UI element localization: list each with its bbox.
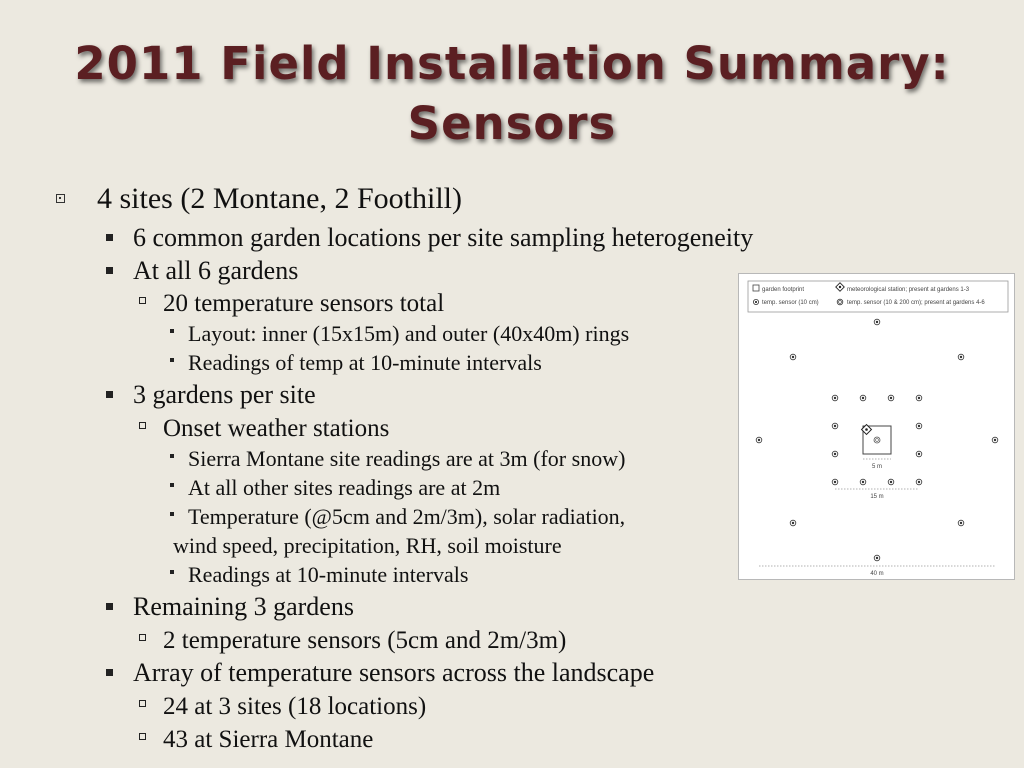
bullet-text: 2 temperature sensors (5cm and 2m/3m) xyxy=(163,627,567,654)
temp-sensor-icon xyxy=(888,395,894,401)
bullet-marker-icon xyxy=(170,483,174,487)
legend-met-station: meteorological station; present at gardens 1-3 xyxy=(847,287,970,293)
bullet-text: Array of temperature sensors across the landscape xyxy=(133,658,655,687)
temp-sensor-icon xyxy=(756,437,762,443)
bullet-marker-icon xyxy=(106,267,113,274)
bullet-text: 24 at 3 sites (18 locations) xyxy=(163,693,427,720)
dimension-mid-label: 15 m xyxy=(870,494,884,500)
bullet-marker-icon xyxy=(170,329,174,333)
temp-sensor-icon xyxy=(888,479,894,485)
temp-sensor-icon xyxy=(874,319,880,325)
temp-sensor-icon xyxy=(958,520,964,526)
bullet-marker-icon xyxy=(170,570,174,574)
legend-box xyxy=(748,281,1008,312)
bullet-marker-icon xyxy=(106,391,113,398)
dimension-outer xyxy=(759,566,996,577)
bullet-text: 6 common garden locations per site sampling heterogeneity xyxy=(133,223,754,252)
temp-sensor-icon xyxy=(860,479,866,485)
bullet-marker-icon xyxy=(106,234,113,241)
bullet-marker-icon xyxy=(139,700,146,707)
bullet-marker-icon xyxy=(56,194,65,203)
bullet-text: Onset weather stations xyxy=(163,415,390,442)
legend-temp-sensor-10: temp. sensor (10 cm) xyxy=(762,300,819,306)
temp-sensor-icon xyxy=(992,437,998,443)
temp-sensor-icon xyxy=(916,395,922,401)
legend-temp-sensor-10-200: temp. sensor (10 & 200 cm); present at gardens 4-6 xyxy=(847,300,985,306)
bullet-text: wind speed, precipitation, RH, soil moisture xyxy=(173,533,562,558)
bullet-text: At all 6 gardens xyxy=(133,256,299,285)
dimension-mid xyxy=(835,489,919,500)
temp-sensor-icon xyxy=(958,354,964,360)
dimension-inner-label: 5 m xyxy=(871,464,883,470)
bullet-text: Temperature (@5cm and 2m/3m), solar radiation, xyxy=(188,504,626,529)
legend-garden-footprint: garden footprint xyxy=(762,287,805,293)
temp-sensor-icon xyxy=(916,479,922,485)
bullet-marker-icon xyxy=(106,603,113,610)
temp-sensor-icon xyxy=(860,395,866,401)
temp-sensor-icon xyxy=(790,354,796,360)
bullet-text: Readings at 10-minute intervals xyxy=(188,562,469,587)
dimension-inner xyxy=(863,459,891,470)
bullet-text: Readings of temp at 10-minute intervals xyxy=(188,350,542,375)
bullet-text: Layout: inner (15x15m) and outer (40x40m) rings xyxy=(188,321,630,346)
bullet-text: 3 gardens per site xyxy=(133,380,316,409)
temp-sensor-icon xyxy=(874,555,880,561)
bullet-marker-icon xyxy=(170,454,174,458)
temp-sensor-icon xyxy=(916,423,922,429)
center-temp-sensor-icon xyxy=(874,437,880,443)
sensor-layout-svg xyxy=(739,274,1016,581)
bullet-marker-icon xyxy=(139,422,146,429)
slide-title xyxy=(0,34,1024,154)
bullet-text: At all other sites readings are at 2m xyxy=(188,475,501,500)
bullet-text: 43 at Sierra Montane xyxy=(163,726,374,753)
temp-sensor-icon xyxy=(832,423,838,429)
temp-sensor-icon xyxy=(832,479,838,485)
temp-sensor-icon xyxy=(916,451,922,457)
temp-sensor-icon xyxy=(832,451,838,457)
temp-sensor-icon xyxy=(832,395,838,401)
sensor-layout-diagram xyxy=(738,273,1015,580)
slide-title-line-1: 2011 Field Installation Summary: xyxy=(74,37,950,90)
bullet-marker-icon xyxy=(170,358,174,362)
temp-sensor-icon xyxy=(790,520,796,526)
bullet-marker-icon xyxy=(139,297,146,304)
bullet-marker-icon xyxy=(170,512,174,516)
bullet-text: 4 sites (2 Montane, 2 Foothill) xyxy=(97,182,462,215)
bullet-marker-icon xyxy=(106,669,113,676)
bullet-text: 20 temperature sensors total xyxy=(163,290,445,317)
sensor-points xyxy=(756,319,998,561)
bullet-marker-icon xyxy=(139,634,146,641)
slide-title-line-2: Sensors xyxy=(407,97,617,150)
dimension-outer-label: 40 m xyxy=(870,571,884,577)
bullet-marker-icon xyxy=(139,733,146,740)
bullet-text: Sierra Montane site readings are at 3m (for snow) xyxy=(188,446,626,471)
bullet-text: Remaining 3 gardens xyxy=(133,592,354,621)
